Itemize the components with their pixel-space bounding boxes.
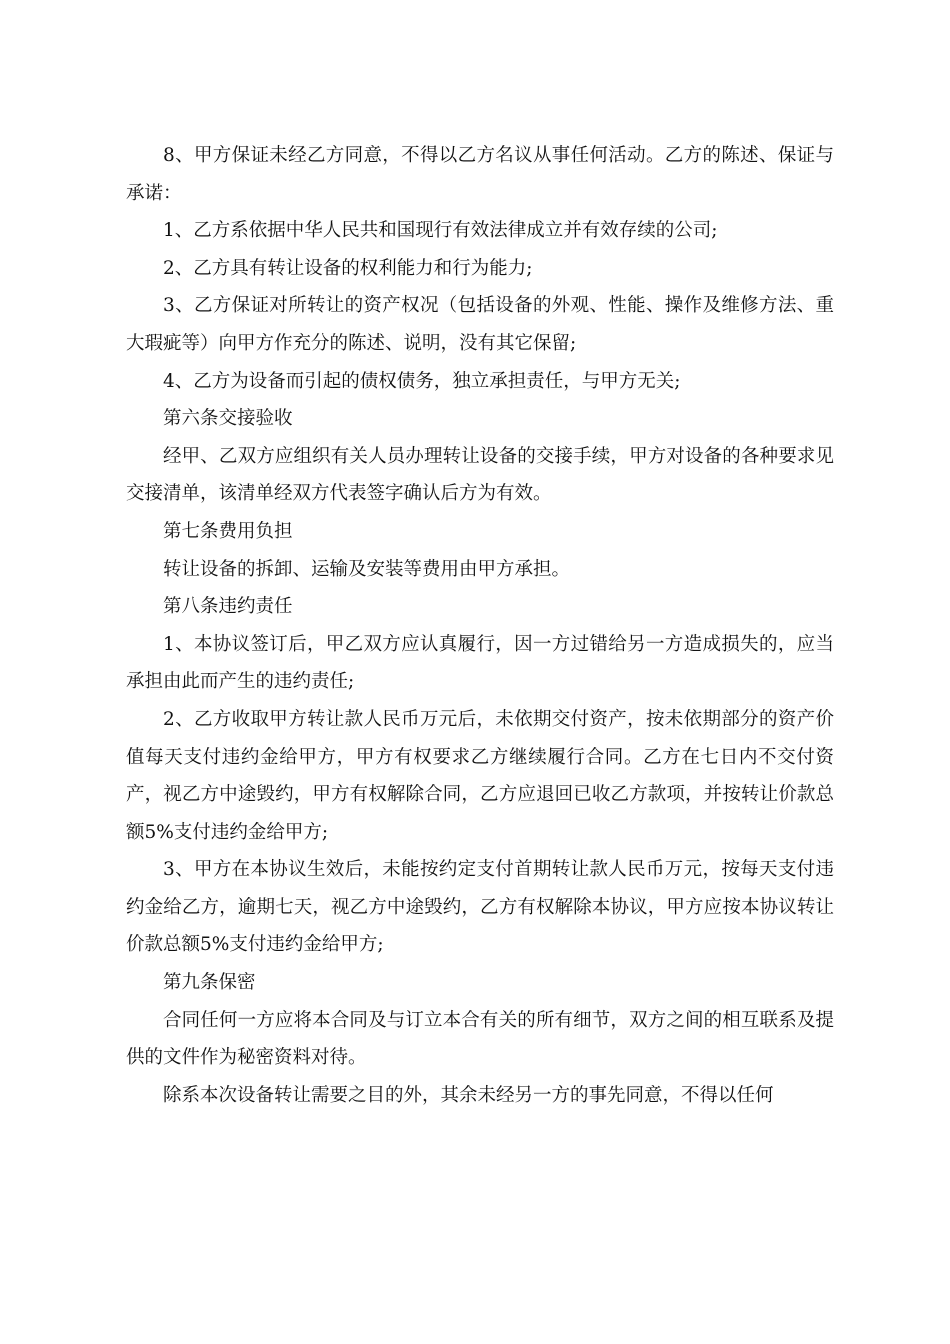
heading-article-7: 第七条费用负担 xyxy=(163,520,293,542)
paragraph-article-6-body: 经甲、乙双方应组织有关人员办理转让设备的交接手续，甲方对设备的各种要求见交接清单，该清单经双方代表签字确认后方为有效。 xyxy=(126,445,834,505)
heading-article-8: 第八条违约责任 xyxy=(163,596,293,618)
paragraph-article-8-item-2: 2、乙方收取甲方转让款人民币万元后，未依期交付资产，按未依期部分的资产价值每天支付违约金给甲方，甲方有权要求乙方继续履行合同。乙方在七日内不交付资产，视乙方中途毁约，甲方有权解除合同，乙方应退回已收乙方款项，并按转让价款总额5%支付违约金给甲方; xyxy=(126,708,834,843)
paragraph-party-b-item-1: 1、乙方系依据中华人民共和国现行有效法律成立并有效存续的公司; xyxy=(163,220,718,242)
paragraph-article-9-body-2: 除系本次设备转让需要之目的外，其余未经另一方的事先同意，不得以任何 xyxy=(163,1084,774,1106)
paragraph-article-8-item-3: 3、甲方在本协议生效后，未能按约定支付首期转让款人民币万元，按每天支付违约金给乙方，逾期七天，视乙方中途毁约，乙方有权解除本协议，甲方应按本协议转让价款总额5%支付违约金给甲方; xyxy=(126,859,834,956)
paragraph-article-7-body: 转让设备的拆卸、运输及安装等费用由甲方承担。 xyxy=(163,558,571,580)
heading-article-9: 第九条保密 xyxy=(163,972,256,994)
paragraph-party-b-item-3: 3、乙方保证对所转让的资产权况（包括设备的外观、性能、操作及维修方法、重大瑕疵等）向甲方作充分的陈述、说明，没有其它保留; xyxy=(126,295,834,354)
paragraph-article-8-item-1: 1、本协议签订后，甲乙双方应认真履行，因一方过错给另一方造成损失的，应当承担由此而产生的违约责任; xyxy=(126,633,834,693)
paragraph-article-9-body-1: 合同任何一方应将本合同及与订立本合有关的所有细节，双方之间的相互联系及提供的文件作为秘密资料对待。 xyxy=(126,1009,834,1069)
document-body xyxy=(126,137,834,1114)
paragraph-party-b-item-4: 4、乙方为设备而引起的债权债务，独立承担责任，与甲方无关; xyxy=(163,370,681,392)
paragraph-clause-8: 8、甲方保证未经乙方同意，不得以乙方名议从事任何活动。乙方的陈述、保证与承诺： xyxy=(126,145,834,204)
heading-article-6: 第六条交接验收 xyxy=(163,408,293,430)
paragraph-party-b-item-2: 2、乙方具有转让设备的权利能力和行为能力; xyxy=(163,257,533,279)
